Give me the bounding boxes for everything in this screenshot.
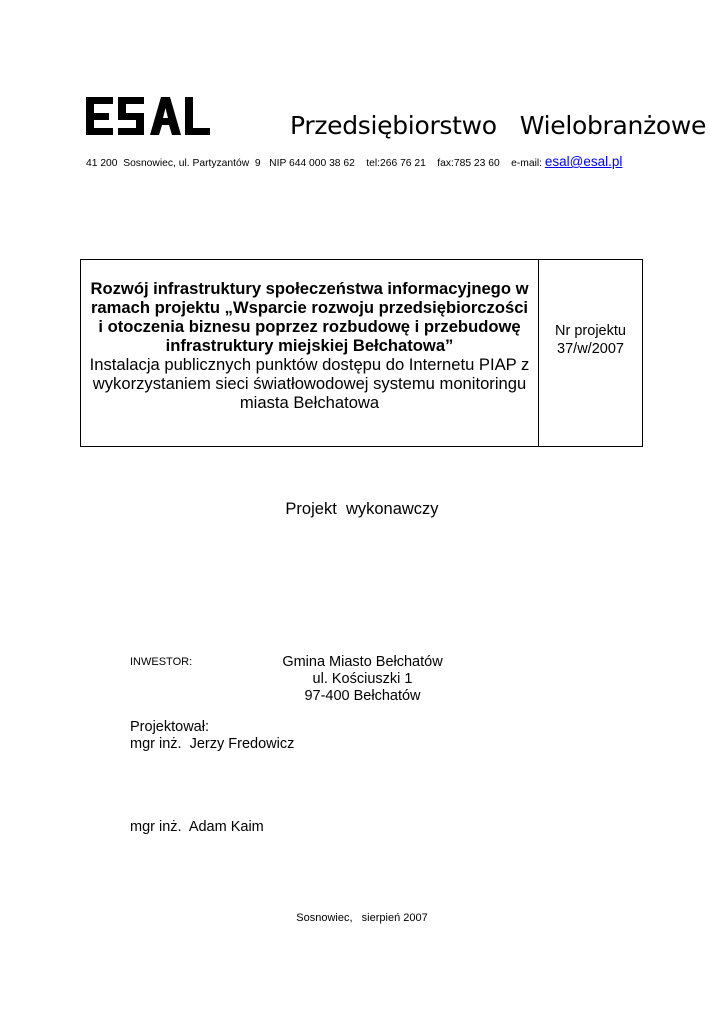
investor-details xyxy=(240,654,485,705)
project-number: 37/w/2007 xyxy=(557,341,624,357)
title-table xyxy=(80,259,643,447)
second-designer-name: mgr inż. Adam Kaim xyxy=(130,819,264,835)
project-number-cell xyxy=(539,260,642,446)
project-title-cell xyxy=(81,260,539,446)
company-name: Przedsiębiorstwo Wielobranżowe xyxy=(290,111,707,140)
project-subtitle: Instalacja publicznych punktów dostępu do Internetu PIAP z wykorzystaniem sieci światłowodowej systemu monitoringu miasta Bełchatowa xyxy=(89,355,530,412)
project-number-label: Nr projektu xyxy=(555,323,626,339)
contact-details: 41 200 Sosnowiec, ul. Partyzantów 9 NIP 644 000 38 62 tel:266 76 21 fax:785 23 60 e-mail: xyxy=(86,158,545,169)
project-title: Rozwój infrastruktury społeczeństwa informacyjnego w ramach projektu „Wsparcie rozwoju przedsiębiorczości i otoczenia biznesu poprzez rozbudowę i przebudowę infrastruktury miejskiej Bełchatowa” xyxy=(90,279,529,355)
place-and-date: Sosnowiec, sierpień 2007 xyxy=(296,912,428,924)
email-link[interactable]: esal@esal.pl xyxy=(544,154,623,169)
investor-name: Gmina Miasto Bełchatów xyxy=(282,654,443,670)
investor-city: 97-400 Bełchatów xyxy=(304,688,421,704)
investor-label: INWESTOR: xyxy=(130,656,193,668)
contact-line xyxy=(86,154,622,169)
document-type: Projekt wykonawczy xyxy=(285,500,439,518)
esal-logo xyxy=(86,97,210,137)
designer-name: mgr inż. Jerzy Fredowicz xyxy=(130,736,295,752)
designer-label: Projektował: xyxy=(130,719,209,735)
investor-street: ul. Kościuszki 1 xyxy=(312,671,413,687)
